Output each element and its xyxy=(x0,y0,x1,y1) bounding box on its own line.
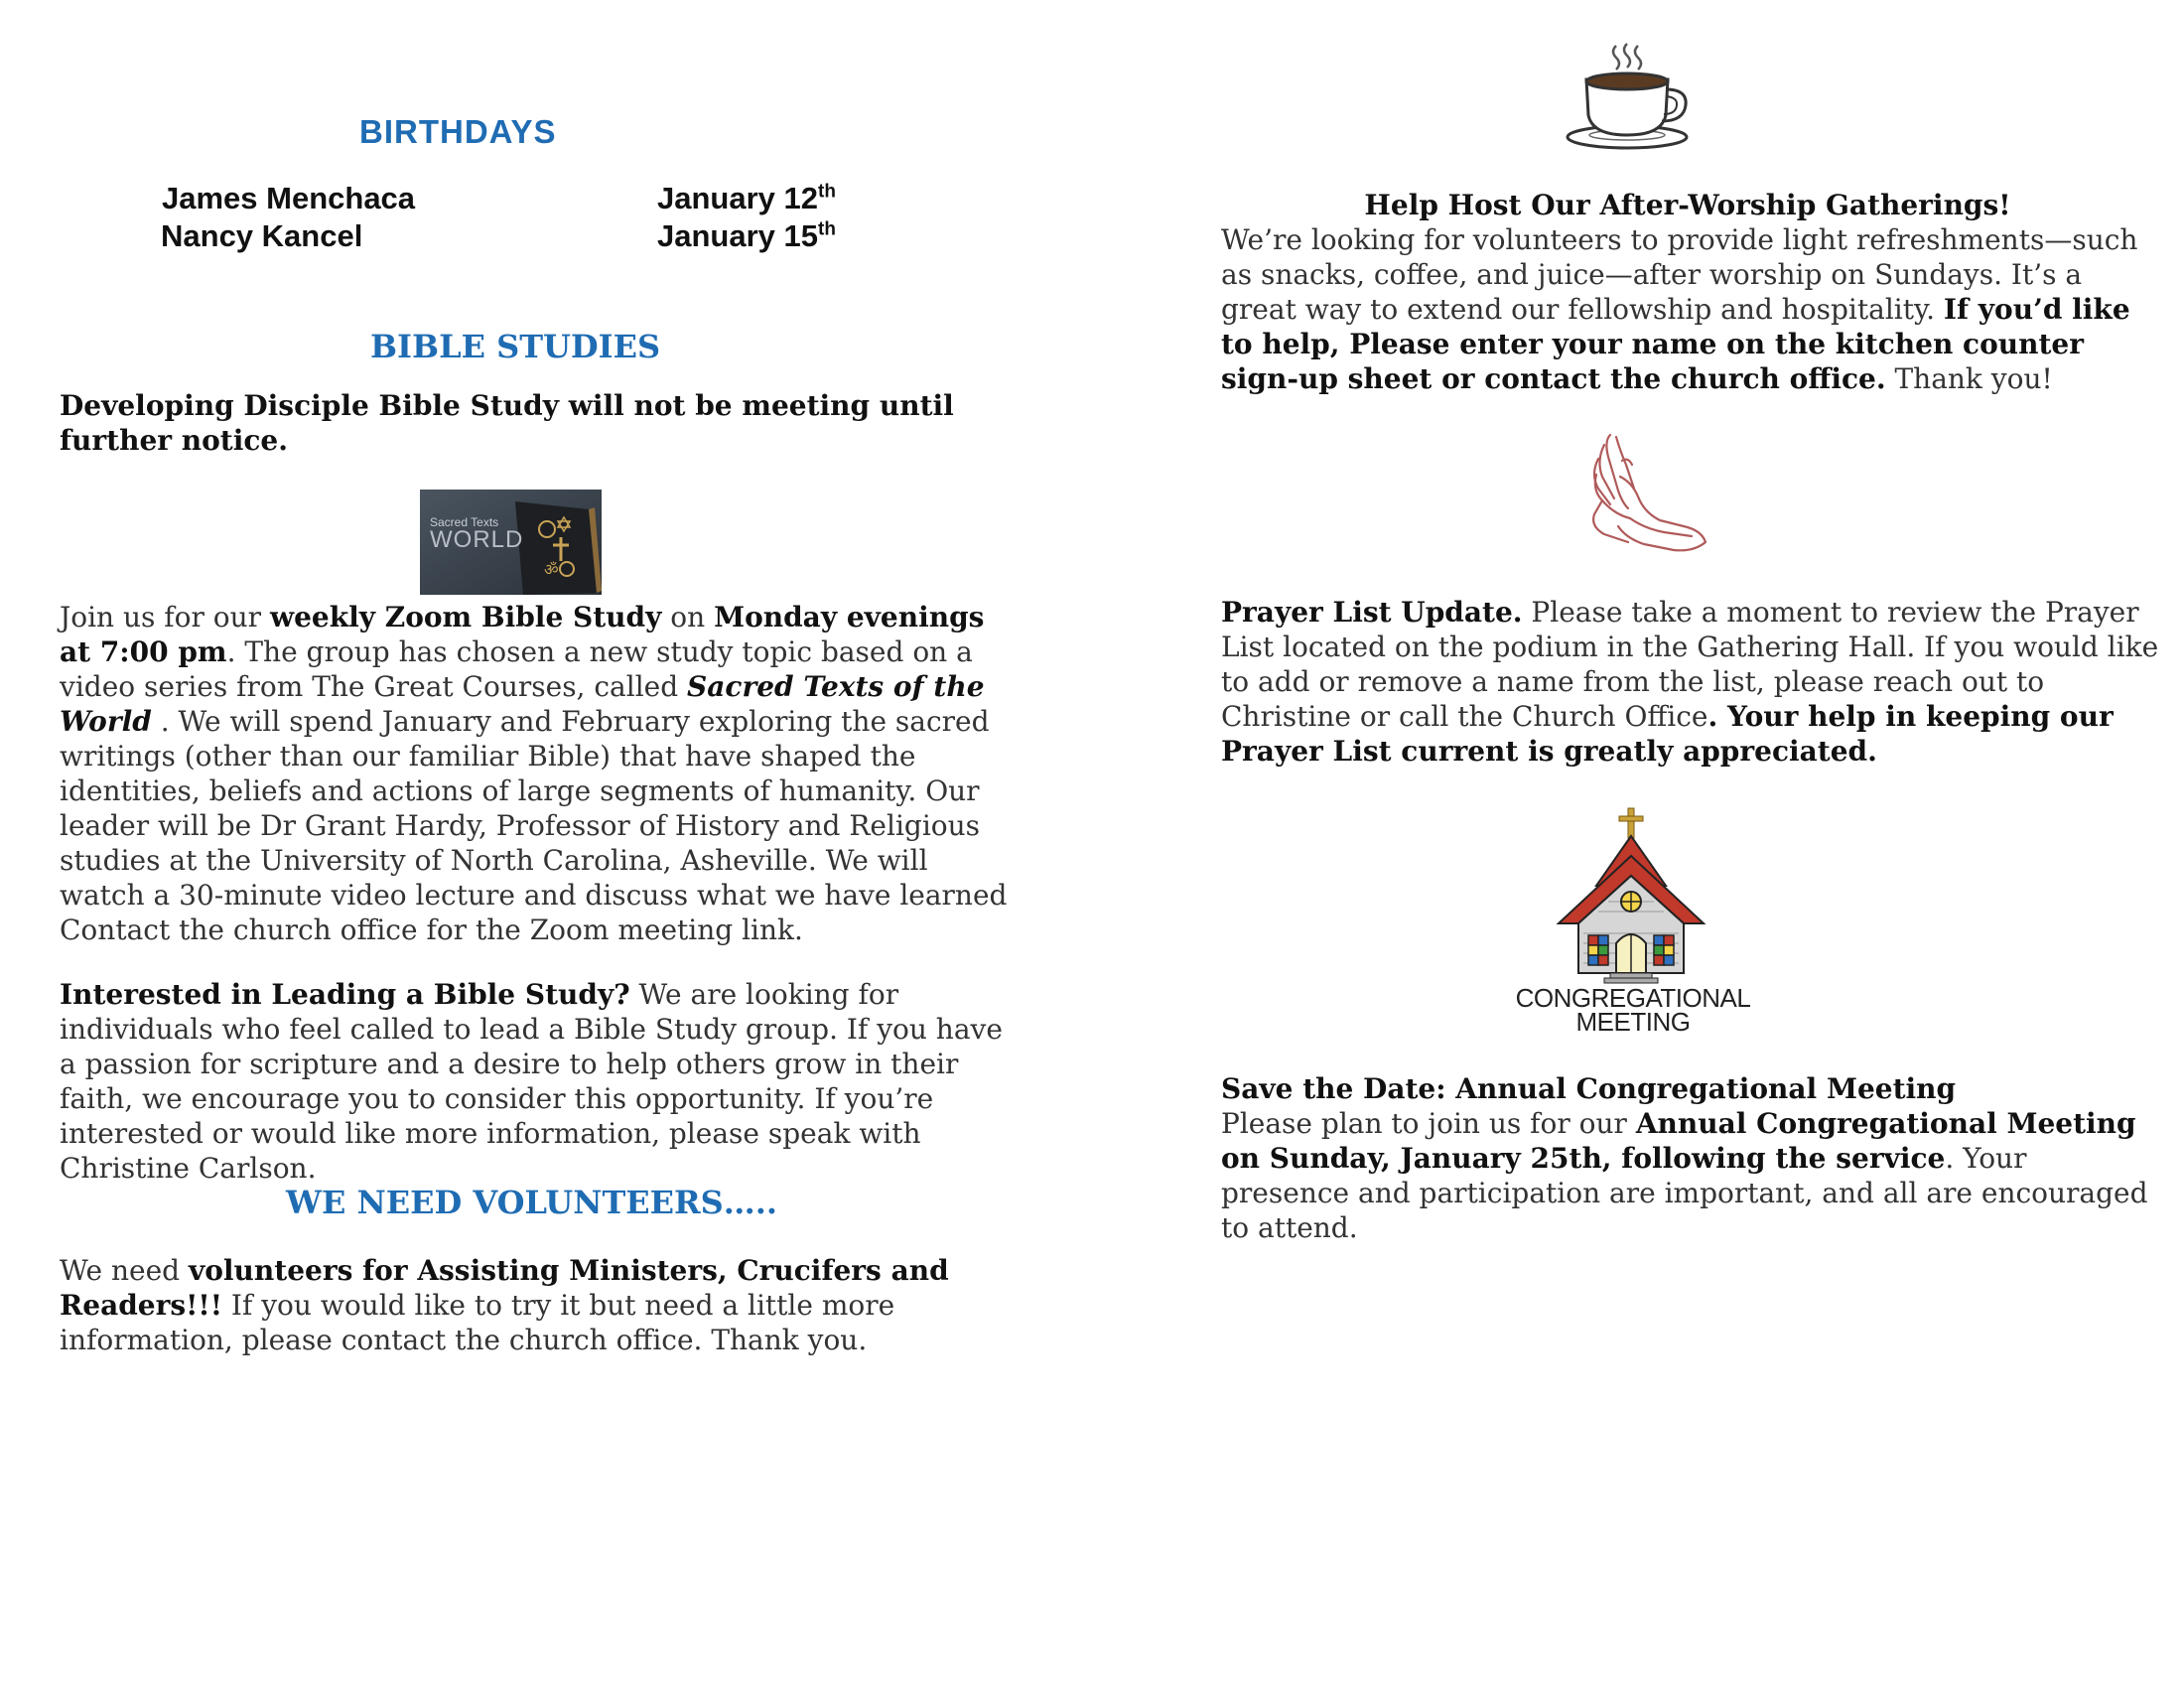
host-gatherings-title: Help Host Our After-Worship Gatherings! xyxy=(1364,189,2011,221)
birthday-name-2: Nancy Kancel xyxy=(161,218,363,253)
birthday-name-1: James Menchaca xyxy=(162,181,416,215)
host-gatherings-paragraph: We’re looking for volunteers to provide light refreshments—such as snacks, coffee, and juice—after worship on Sundays. It’s a great way to extend our fellowship and hospitality. If you’d like to help, Please enter your name on the kitchen counter sign-up sheet or contact the church office. Thank you! xyxy=(1221,223,2138,395)
prayer-list-paragraph: Prayer List Update. Please take a moment to review the Prayer List located on the podium in the Gathering Hall. If you would like to add or remove a name from the list, please reach out to Christine or call the Church Office. Your help in keeping our Prayer List current is greatly appreciated. xyxy=(1221,596,2159,768)
church-label-line2: MEETING xyxy=(1575,1007,1691,1037)
meeting-title: Save the Date: Annual Congregational Meeting xyxy=(1221,1072,1957,1105)
svg-text:ॐ: ॐ xyxy=(544,560,559,579)
leading-bible-study-paragraph: Interested in Leading a Bible Study? We are looking for individuals who feel called to lead a Bible Study group. If you have a passion for scripture and a desire to help others grow in their faith, we encourage you to consider this opportunity. If you’re interested or would like more information, please speak with Christine Carlson. xyxy=(60,978,1003,1185)
zoom-bible-study-paragraph: Join us for our weekly Zoom Bible Study on Monday evenings at 7:00 pm. The group has chosen a new study topic based on a video series from The Great Courses, called Sacred Texts of the World . We will spend January and February exploring the sacred writings (other than our familiar Bible) that have shaped the identities, beliefs and actions of large segments of humanity. Our leader will be Dr Grant Hardy, Professor of History and Religious studies at the University of North Carolina, Asheville. We will watch a 30-minute video lecture and discuss what we have learned Contact the church office for the Zoom meeting link. xyxy=(60,601,1008,946)
book-caption-line1: Sacred Texts xyxy=(430,515,499,529)
church-label-line1: CONGREGATIONAL xyxy=(1515,983,1751,1013)
sacred-texts-book-image xyxy=(420,490,602,595)
meeting-paragraph: Please plan to join us for our Annual Congregational Meeting on Sunday, January 25th, following the service. Your presence and participation are important, and all are encouraged to attend. xyxy=(1221,1107,2148,1244)
congregational-meeting-church-image xyxy=(1509,806,1757,1035)
bible-studies-heading: BIBLE STUDIES xyxy=(370,328,661,365)
coffee-cup-icon xyxy=(1565,42,1694,153)
praying-hands-icon xyxy=(1574,431,1711,560)
volunteers-heading: WE NEED VOLUNTEERS….. xyxy=(286,1184,778,1221)
book-caption-line2: WORLD xyxy=(430,526,524,553)
birthday-date-1: January 12th xyxy=(657,181,836,215)
birthday-date-2: January 15th xyxy=(657,218,836,253)
volunteers-paragraph: We need volunteers for Assisting Ministers, Crucifers and Readers!!! If you would like to try it but need a little more information, please contact the church office. Thank you. xyxy=(60,1254,949,1356)
developing-disciple-notice: Developing Disciple Bible Study will not be meeting until further notice. xyxy=(60,389,954,457)
birthdays-heading: BIRTHDAYS xyxy=(359,113,557,150)
